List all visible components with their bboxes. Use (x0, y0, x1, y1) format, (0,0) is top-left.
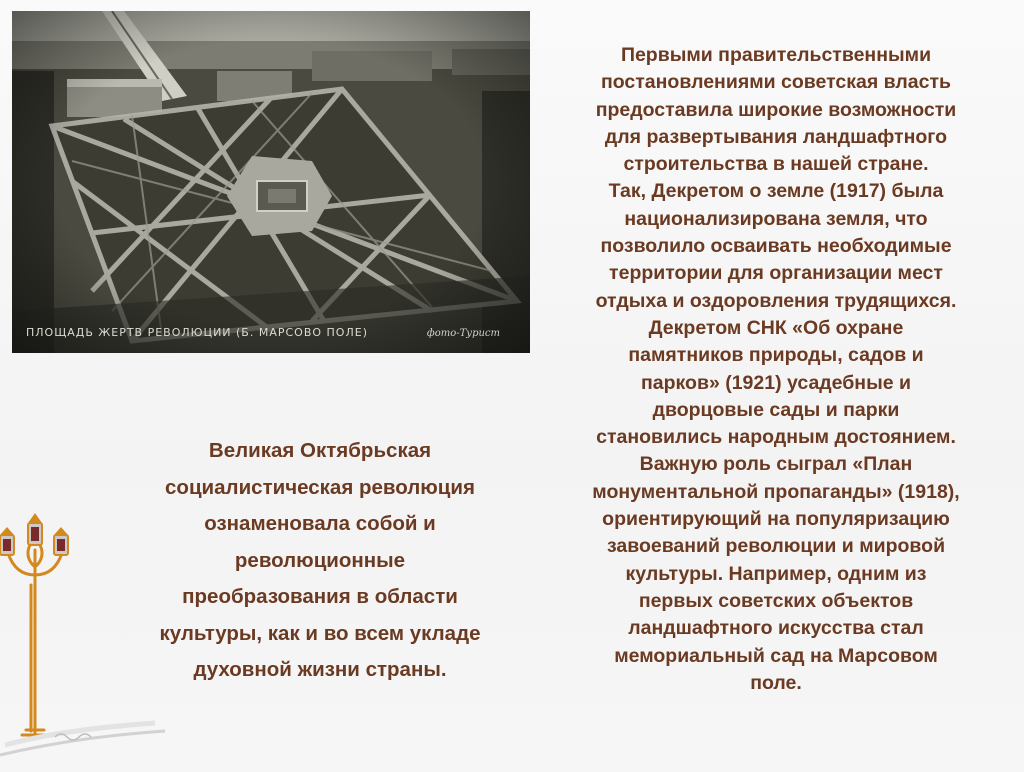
photo-credit: фото-Турист (426, 328, 500, 339)
street-lamp-decoration (0, 505, 175, 772)
main-paragraph: Первыми правительственными постановлениями советская власть предоставила широкие возможности для развертывания ландшафтного строительства в нашей стране. Так, Декретом о земле (1917) была национализирована земля, что позволило осваивать необходимые территории для организации мест отдыха и оздоровления трудящихся. Декретом СНК «Об охране памятников природы, садов и парков» (1921) усадебные и дворцовые сады и парки становились народным достоянием. Важную роль сыграл «План монументальной пропаганды» (1918), ориентирующий на популяризацию завоеваний революции и мировой культуры. Например, одним из первых советских объектов ландшафтного искусства стал мемориальный сад на Марсовом поле. (592, 44, 960, 694)
aerial-photo-graphic (12, 11, 530, 353)
mars-field-aerial-photo (12, 11, 530, 353)
street-lamp-icon (0, 505, 175, 767)
photo-caption: ПЛОЩАДЬ ЖЕРТВ РЕВОЛЮЦИИ (Б. МАРСОВО ПОЛЕ) (26, 326, 368, 339)
intro-paragraph: Великая Октябрьская социалистическая революция ознаменовала собой и революционные преобразования в области культуры, как и во всем укладе духовной жизни страны. (159, 439, 481, 681)
